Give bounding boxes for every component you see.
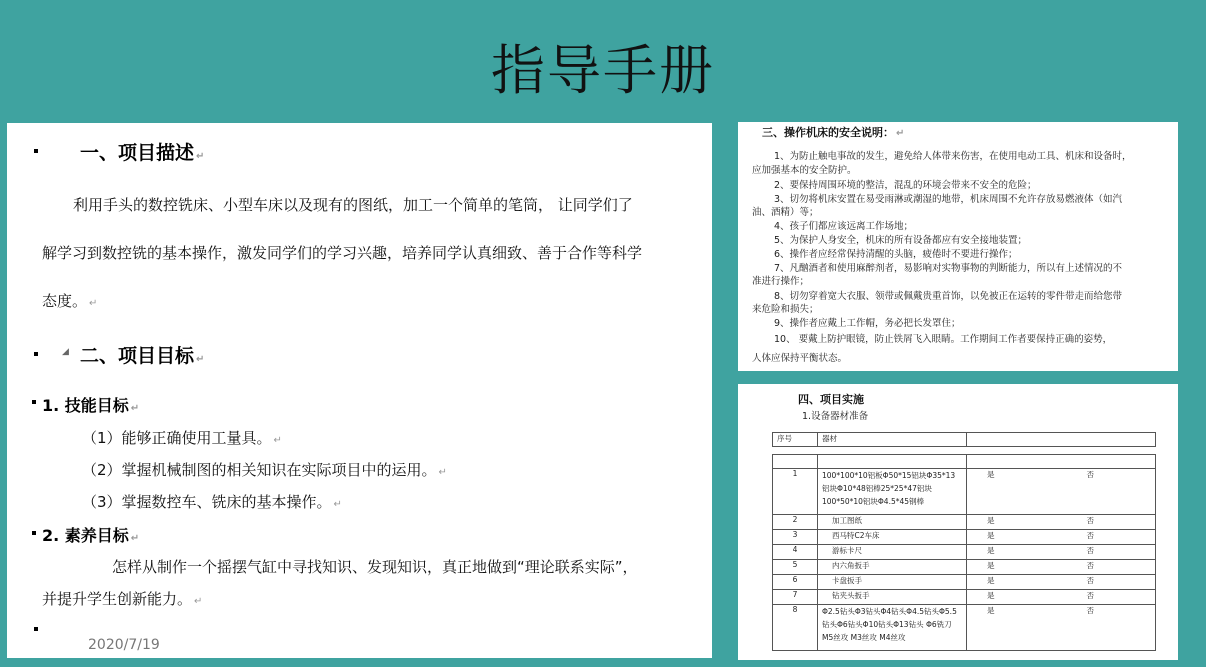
table-row: 2 加工图纸 是 否 <box>773 515 1156 530</box>
project-implementation-panel <box>738 384 1178 660</box>
section1-line-3: 态度。 ↵ <box>42 292 98 310</box>
bullet-marker <box>34 149 38 153</box>
safety-line: 4、孩子们都应该远离工作场地； <box>774 221 914 232</box>
project-description-panel <box>7 123 712 658</box>
safety-line: 5、为保护人身安全，机床的所有设备都应有安全接地装置； <box>774 235 1028 246</box>
safety-line: 来危险和损失； <box>752 304 819 315</box>
safety-line: 8、切勿穿着宽大衣服、领带或佩戴贵重首饰，以免被正在运转的零件带走而给您带 <box>774 291 1123 302</box>
section1-line-1: 利用手头的数控铣床、小型车床以及现有的图纸，加工一个简单的笔筒， 让同学们了 <box>73 196 633 214</box>
table-row: 3 西马特C2车床 是 否 <box>773 530 1156 545</box>
column-header-item: 器材 <box>818 433 967 447</box>
column-header-status <box>967 433 1156 447</box>
literacy-goal-line-1: 怎样从制作一个摇摆气缸中寻找知识、发现知识，真正地做到“理论联系实际”， <box>112 558 638 576</box>
bullet-marker <box>34 627 38 631</box>
skill-goal-item-3: （3）掌握数控车、铣床的基本操作。 ↵ <box>82 493 342 511</box>
skill-goal-item-1: （1）能够正确使用工量具。 ↵ <box>82 429 282 447</box>
bullet-marker <box>32 531 36 535</box>
safety-line: 准进行操作； <box>752 276 810 287</box>
skill-goal-item-2: （2）掌握机械制图的相关知识在实际项目中的运用。 ↵ <box>82 461 447 479</box>
table-row: 7 钻夹头扳手 是 否 <box>773 590 1156 605</box>
table-row: 4 游标卡尺 是 否 <box>773 545 1156 560</box>
section1-line-2: 解学习到数控铣的基本操作，激发同学们的学习兴趣，培养同学认真细致、善于合作等科学 <box>42 244 643 262</box>
literacy-goal-line-2: 并提升学生创新能力。 ↵ <box>42 590 203 608</box>
safety-line: 应加强基本的安全防护。 <box>752 165 857 176</box>
equipment-subheading: 1.设备器材准备 <box>802 411 869 422</box>
bullet-marker <box>34 352 38 356</box>
table-row: 6 卡盘扳手 是 否 <box>773 575 1156 590</box>
slide-date: 2020/7/19 <box>88 637 160 653</box>
literacy-goal-heading: 2. 素养目标 ↵ <box>42 526 140 545</box>
safety-line: 油、酒精）等； <box>752 207 819 218</box>
safety-line: 人体应保持平衡状态。 <box>752 353 848 364</box>
safety-instructions-panel <box>738 122 1178 371</box>
bullet-marker <box>32 400 36 404</box>
safety-line: 10、 要戴上防护眼镜，防止铁屑飞入眼睛。工作期间工作者要保持正确的姿势， <box>774 334 1113 345</box>
skill-goal-heading: 1. 技能目标 ↵ <box>42 396 140 415</box>
safety-line: 2、要保持周围环境的整洁，混乱的环境会带来不安全的危险； <box>774 180 1037 191</box>
table-row: 8 Φ2.5钻头Φ3钻头Φ4钻头Φ4.5钻头Φ5.5钻头Φ6钻头Φ10钻头Φ13钻头 Φ6铣刀 M5丝攻 M3丝攻 M4丝攻 是 否 <box>773 605 1156 651</box>
equipment-header-table <box>772 432 1156 447</box>
implementation-heading: 四、项目实施 <box>798 393 864 406</box>
slide-title: 指导手册 <box>491 39 715 102</box>
safety-line: 1、为防止触电事故的发生，避免给人体带来伤害，在使用电动工具、机床和设备时， <box>774 151 1132 162</box>
collapse-triangle-icon: ◢ <box>62 347 69 357</box>
column-header-number: 序号 <box>773 433 818 447</box>
table-row: 1 100*100*10铝板Φ50*15铝块Φ35*13铝块Φ10*48铝棒25*25*47铝块100*50*10铝块Φ4.5*45钢棒 是 否 <box>773 469 1156 515</box>
safety-line: 9、操作者应戴上工作帽，务必把长发罩住； <box>774 318 961 329</box>
safety-line: 3、切勿将机床安置在易受雨淋或潮湿的地带，机床周围不允许存放易燃液体（如汽 <box>774 194 1123 205</box>
safety-line: 7、凡酗酒者和使用麻醉剂者，易影响对实物事物的判断能力，所以有上述情况的不 <box>774 263 1123 274</box>
section1-heading: 一、项目描述 ↵ <box>80 142 205 164</box>
table-row: 5 内六角扳手 是 否 <box>773 560 1156 575</box>
safety-heading: 三、操作机床的安全说明： ↵ <box>762 126 905 139</box>
safety-line: 6、操作者应经常保持清醒的头脑，疲倦时不要进行操作； <box>774 249 1018 260</box>
equipment-table <box>772 454 1156 651</box>
section2-heading: 二、项目目标 ↵ <box>80 345 205 367</box>
